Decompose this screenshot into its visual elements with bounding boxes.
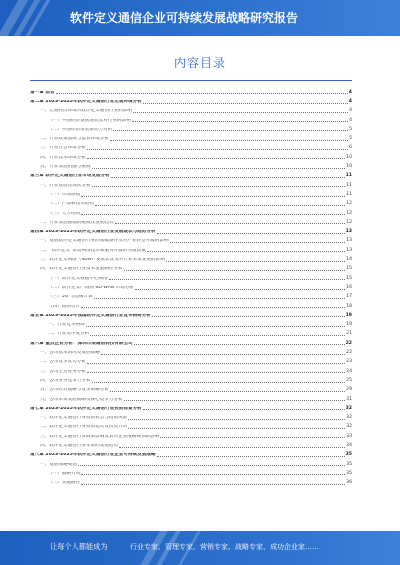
toc-entry[interactable]: [30, 439, 352, 448]
toc-entry[interactable]: [30, 291, 352, 300]
toc-entry-title: 四、行业技术环境分析: [40, 155, 86, 160]
toc-entry-page: 4: [349, 108, 352, 114]
toc-heading: 内容目录: [173, 56, 226, 70]
toc-entry-page: 13: [346, 247, 352, 253]
toc-entry[interactable]: [30, 309, 352, 318]
toc-leader-dots: [132, 121, 348, 122]
toc-entry[interactable]: [30, 114, 352, 123]
report-header-banner: [0, 0, 400, 36]
toc-entry-title: （二）产品和技术结构: [48, 202, 94, 207]
toc-entry-page: 29: [346, 387, 352, 393]
toc-entry-page: 21: [346, 331, 352, 337]
toc-leader-dots: [128, 428, 345, 429]
toc-entry-title: （一）软件定义数据中心网络: [48, 276, 108, 281]
toc-entry-page: 15: [346, 266, 352, 272]
toc-entry-page: 31: [346, 396, 352, 402]
toc-entry-title: 第七章 2023-2025年软件定义通信行业投资前景分析: [30, 406, 142, 411]
footer-slogan: 让每个人都能成为: [50, 542, 108, 551]
toc-entry-title: （一）市场规模: [48, 192, 81, 197]
toc-entry[interactable]: [30, 421, 352, 430]
footer-roles: 行业专家、管理专家、营销专家、战略专家、成功企业家……: [130, 543, 319, 551]
toc-entry[interactable]: [30, 132, 352, 141]
toc-leader-dots: [128, 419, 345, 420]
toc-entry-page: 18: [346, 303, 352, 309]
report-title: 软件定义通信企业可持续发展战略研究报告: [70, 11, 299, 25]
toc-entry-title: 第四章 2023-2025年软件定义通信行业发展现状与趋势分析: [30, 230, 156, 235]
toc-entry-title: （三）人才结构: [48, 211, 81, 216]
toc-leader-dots: [160, 437, 345, 438]
toc-leader-dots: [152, 316, 345, 317]
toc-entry-title: 二、行业集中度分析: [48, 332, 90, 337]
toc-leader-dots: [92, 382, 346, 383]
toc-entry-title: 一、行业竞争格局: [48, 323, 85, 328]
toc-entry-page: 11: [345, 173, 352, 179]
toc-entry-page: 32: [346, 415, 352, 421]
toc-entry-page: 12: [346, 219, 352, 225]
toc-leader-dots: [87, 372, 345, 373]
toc-entry-title: 第一章 前言: [30, 90, 55, 95]
toc-entry[interactable]: [30, 356, 352, 365]
toc-entry[interactable]: [30, 123, 352, 132]
toc-entry-title: （二）实施路径: [48, 481, 81, 486]
toc-entry-page: 4: [348, 99, 352, 104]
toc-entry-page: 35: [346, 470, 352, 476]
toc-entry-title: 二、行业发展面临的挑战及发展趋势: [40, 220, 114, 225]
toc-entry-title: 一、宏观经济环境对软件定义通信行业的影响: [40, 109, 132, 114]
toc-leader-dots: [86, 326, 345, 327]
toc-leader-dots: [90, 335, 345, 336]
toc-entry-title: 第八章 2023-2025年软件定义通信行业企业可持续发展战略: [30, 453, 156, 458]
toc-entry[interactable]: [30, 365, 352, 374]
toc-leader-dots: [81, 307, 345, 308]
toc-entry-page: 16: [346, 284, 352, 290]
toc-entry[interactable]: [30, 300, 352, 309]
toc-leader-dots: [87, 149, 348, 150]
toc-entry[interactable]: [30, 430, 352, 439]
toc-entry[interactable]: [30, 402, 352, 411]
toc-entry-page: 12: [346, 210, 352, 216]
toc-entry-page: 22: [345, 340, 352, 346]
report-footer-banner: [0, 531, 400, 565]
toc-entry-page: 19: [346, 322, 352, 328]
toc-entry-page: 14: [346, 257, 352, 263]
toc-entry-title: 五、行业发展机遇与挑战: [40, 165, 91, 170]
toc-entry-title: 四、软件定义通信行业未来的发展趋势: [40, 443, 119, 448]
toc-leader-dots: [81, 484, 345, 485]
toc-leader-dots: [134, 344, 345, 345]
toc-leader-dots: [92, 168, 346, 169]
toc-entry-title: 二、行业政策法规与监管环境分析: [40, 137, 109, 142]
toc-leader-dots: [135, 289, 345, 290]
toc-entry-page: 17: [346, 294, 352, 300]
toc-entry-title: 四、公司业务竞争力分析: [40, 378, 91, 383]
toc-entry[interactable]: [30, 170, 352, 179]
toc-entry-title: 第二章 2023-2025年软件定义通信行业宏观环境分析: [30, 100, 142, 104]
toc-entry-page: 15: [346, 275, 352, 281]
toc-leader-dots: [124, 270, 345, 271]
toc-entry[interactable]: [30, 198, 352, 207]
toc-entry-title: 四、软件定义通信行业技术发展路径分析: [40, 267, 123, 272]
toc-entry-title: （四）网络切片: [48, 304, 81, 309]
toc-entry-page: 5: [349, 126, 352, 132]
toc-entry-title: （二）中国经济增长驱动力分析: [48, 127, 113, 132]
toc-leader-dots: [111, 177, 345, 178]
toc-entry-title: （一）战略方向: [48, 471, 81, 476]
toc-leader-dots: [110, 140, 348, 141]
toc-entry[interactable]: [30, 411, 352, 420]
toc-entry[interactable]: [30, 244, 352, 253]
toc-entry-page: 32: [346, 424, 352, 430]
toc-entry-page: 11: [346, 182, 352, 188]
toc-leader-dots: [133, 112, 348, 113]
toc-entry[interactable]: [30, 467, 352, 476]
toc-leader-dots: [113, 130, 348, 131]
toc-entry[interactable]: [30, 318, 352, 327]
toc-entry[interactable]: [30, 142, 352, 151]
toc-leader-dots: [166, 261, 345, 262]
toc-entry-page: 13: [345, 229, 352, 235]
toc-leader-dots: [94, 298, 345, 299]
toc-entry[interactable]: [30, 337, 352, 346]
toc-entry[interactable]: [30, 449, 352, 458]
toc-entry-title: 第三章 软件定义通信行业市场发展分析: [30, 174, 110, 179]
toc-leader-dots: [115, 223, 346, 224]
toc-entry-title: 第六章 重点企业分析：深圳市某通信科技有限公司: [30, 341, 133, 346]
toc-leader-dots: [143, 103, 348, 104]
toc-leader-dots: [109, 279, 345, 280]
toc-entry-title: 三、公司主营业务分析: [40, 369, 86, 374]
toc-entry-page: 24: [346, 368, 352, 374]
toc-leader-dots: [110, 391, 345, 392]
toc-entry[interactable]: [30, 95, 352, 104]
toc-entry-page: 12: [346, 201, 352, 207]
toc-leader-dots: [81, 474, 345, 475]
toc-leader-dots: [101, 354, 345, 355]
toc-entry[interactable]: [30, 476, 352, 485]
toc-entry[interactable]: [30, 346, 352, 355]
toc-leader-dots: [157, 233, 345, 234]
toc-entry-title: 三、软件定义网络（SDN）发展状况及对行业未来发展的影响: [40, 258, 165, 263]
toc-entry-title: （二）软件定义广域网 SD-WAN 市场分析: [48, 285, 135, 290]
toc-entry-title: 一、行业发展及现状分析: [40, 183, 91, 188]
toc-leader-dots: [95, 205, 345, 206]
toc-entry[interactable]: [30, 235, 352, 244]
toc-entry-title: 三、行业社会环境分析: [40, 146, 86, 151]
toc-entry-title: 一、发展软件定义通信行业的基础条件及对产业转型升级的影响: [40, 239, 169, 244]
toc-entry[interactable]: [30, 328, 352, 337]
toc-entry-title: 一、软件定义通信行业投资机会与投资风险: [40, 416, 128, 421]
toc-entry-title: 五、公司经营战略与竞争策略分析: [40, 388, 109, 393]
toc-entry-title: 二、软件定义通信行业投资建议及投资方向: [40, 425, 128, 430]
toc-entry-title: 第五章 2023-2025年我国软件定义通信行业竞争格局分析: [30, 313, 151, 318]
toc-entry-title: 二、“软件定义”带动网络技术和服务升级的关键因素: [40, 248, 146, 253]
toc-entry-page: 33: [346, 433, 352, 439]
toc-entry-page: 23: [346, 359, 352, 365]
toc-entry[interactable]: [30, 253, 352, 262]
toc-leader-dots: [119, 447, 345, 448]
toc-entry[interactable]: [30, 281, 352, 290]
toc-entry[interactable]: [30, 384, 352, 393]
toc-divider: [30, 80, 352, 81]
toc-entry[interactable]: [30, 393, 352, 402]
toc-entry[interactable]: [30, 225, 352, 234]
toc-leader-dots: [92, 186, 346, 187]
toc-entry[interactable]: [30, 458, 352, 467]
toc-entry[interactable]: [30, 86, 352, 95]
toc-entry-page: 13: [346, 238, 352, 244]
toc-entry-page: 25: [346, 377, 352, 383]
toc-entry-page: 19: [345, 312, 352, 318]
toc-entry-page: 32: [345, 405, 352, 411]
toc-leader-dots: [81, 196, 345, 197]
toc-leader-dots: [78, 465, 345, 466]
toc-entry-page: 36: [346, 480, 352, 486]
toc-entry-page: 4: [348, 89, 352, 95]
toc-entry[interactable]: [30, 207, 352, 216]
toc-entry-title: 六、公司未来发展战略及核心竞争力分析: [40, 397, 123, 402]
table-of-contents: [30, 86, 352, 486]
toc-entry-page: 6: [349, 145, 352, 151]
toc-entry[interactable]: [30, 188, 352, 197]
toc-leader-dots: [124, 400, 345, 401]
toc-leader-dots: [170, 242, 346, 243]
toc-entry[interactable]: [30, 179, 352, 188]
toc-leader-dots: [56, 93, 348, 94]
toc-entry-title: 二、公司竞争优势分析: [40, 360, 86, 365]
toc-entry-page: 5: [349, 136, 352, 142]
toc-entry-page: 35: [346, 461, 352, 467]
toc-entry-title: 一、发展战略规划: [40, 462, 77, 467]
toc-leader-dots: [81, 214, 345, 215]
toc-entry[interactable]: [30, 151, 352, 160]
toc-entry[interactable]: [30, 216, 352, 225]
toc-entry-page: 10: [346, 164, 352, 170]
toc-leader-dots: [87, 363, 345, 364]
toc-entry-title: 一、公司基本情况及发展战略: [40, 351, 100, 356]
toc-entry[interactable]: [30, 263, 352, 272]
toc-leader-dots: [143, 409, 345, 410]
toc-entry-title: （三）5G 与边缘计算: [48, 295, 93, 300]
toc-entry-page: 10: [346, 154, 352, 160]
toc-entry-page: 35: [345, 452, 352, 458]
toc-entry[interactable]: [30, 374, 352, 383]
toc-entry[interactable]: [30, 272, 352, 281]
toc-entry[interactable]: [30, 105, 352, 114]
toc-entry-page: 22: [346, 350, 352, 356]
toc-entry-title: （一）中国经济发展现状及对行业的影响: [48, 118, 131, 123]
toc-leader-dots: [157, 456, 345, 457]
toc-entry-page: 11: [346, 191, 352, 197]
toc-leader-dots: [87, 158, 345, 159]
toc-entry-page: 4: [349, 117, 352, 123]
toc-leader-dots: [147, 251, 345, 252]
toc-entry-title: 三、软件定义通信行业政策影响及其对企业战略规划的影响: [40, 434, 160, 439]
toc-entry[interactable]: [30, 160, 352, 169]
toc-entry-page: 34: [346, 442, 352, 448]
